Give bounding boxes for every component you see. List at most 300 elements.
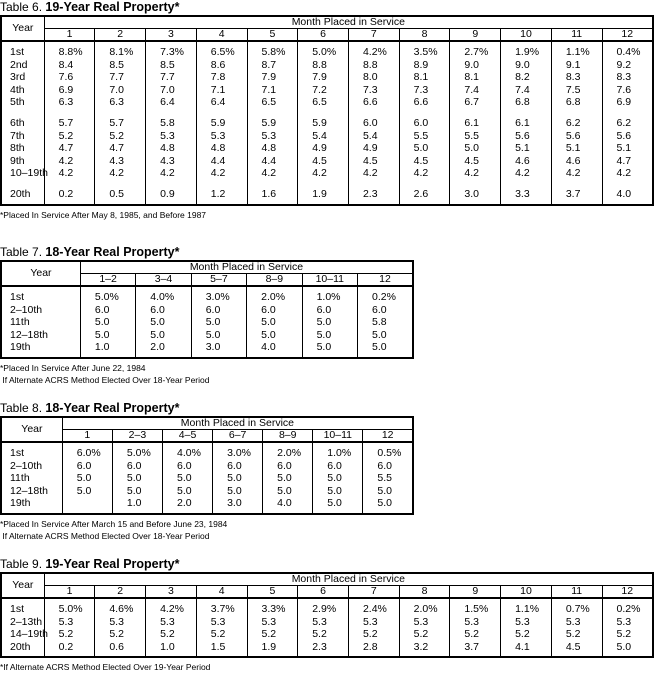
rate-cell: 6.2 [551, 117, 602, 130]
table-8-block [0, 401, 414, 542]
rate-cell: 6.5 [247, 96, 298, 109]
rate-cell: 4.5 [399, 155, 450, 168]
rate-cell: 5.2 [602, 628, 653, 641]
rate-cell: 3.0% [191, 286, 246, 304]
table-row [1, 598, 653, 616]
year-cell: 10–19th [10, 167, 48, 180]
month-column-header: 3 [146, 586, 197, 599]
rate-cell: 4.2 [146, 167, 197, 180]
rate-cell: 6.4 [196, 96, 247, 109]
rate-cell: 5.3 [450, 616, 501, 629]
rate-cell: 5.6 [602, 130, 653, 143]
rate-cell: 7.5 [551, 84, 602, 97]
month-column-header: 6–7 [213, 430, 263, 443]
rate-cell: 0.7% [551, 598, 602, 616]
rate-cell: 5.7 [44, 117, 95, 130]
table-row [1, 142, 653, 155]
rate-cell: 6.0 [112, 460, 162, 473]
rate-cell: 3.0 [191, 341, 246, 358]
rate-table [0, 15, 654, 206]
rate-cell: 5.5 [363, 472, 413, 485]
rate-cell: 5.3 [501, 616, 552, 629]
rate-cell: 4.7 [44, 142, 95, 155]
rate-cell: 4.2 [44, 155, 95, 168]
rate-cell: 4.6% [95, 598, 146, 616]
rate-cell: 6.0 [313, 460, 363, 473]
rate-cell: 5.0 [357, 329, 413, 342]
rate-cell: 6.8 [501, 96, 552, 109]
footnote: If Alternate ACRS Method Elected Over 18-Year Period [0, 374, 210, 385]
rate-cell: 3.0 [213, 497, 263, 514]
month-column-header: 1 [44, 586, 95, 599]
rate-cell: 0.2 [44, 641, 95, 658]
rate-cell: 1.0% [313, 442, 363, 460]
rate-cell: 5.4 [348, 130, 399, 143]
month-column-header: 9 [450, 29, 501, 42]
rate-cell: 6.3 [95, 96, 146, 109]
rate-cell: 5.0 [263, 472, 313, 485]
rate-cell: 2.0% [247, 286, 302, 304]
year-header: Year [1, 261, 80, 286]
month-placed-header: Month Placed in Service [44, 16, 653, 29]
rate-cell: 5.0 [112, 485, 162, 498]
rate-cell: 5.2 [95, 628, 146, 641]
month-column-header: 4–5 [162, 430, 212, 443]
rate-cell: 0.4% [602, 41, 653, 59]
table-row [1, 71, 653, 84]
table-row [1, 442, 413, 460]
rate-cell: 3.5% [399, 41, 450, 59]
rate-cell: 5.2 [298, 628, 349, 641]
year-cell: 12–18th [10, 484, 48, 497]
table-row [1, 628, 653, 641]
rate-cell: 1.0% [302, 286, 357, 304]
year-cell: 1st [10, 291, 25, 303]
table-heading: 19-Year Real Property* [45, 0, 180, 14]
footnote: *Placed In Service After June 22, 1984 [0, 362, 146, 373]
rate-cell: 7.9 [247, 71, 298, 84]
rate-cell: 3.7% [196, 598, 247, 616]
table-label: Table 7. [0, 245, 43, 259]
rate-cell: 5.0 [136, 316, 191, 329]
rate-cell: 4.0% [136, 286, 191, 304]
rate-cell: 7.7 [146, 71, 197, 84]
rate-cell: 4.2 [450, 167, 501, 180]
table-heading: 18-Year Real Property* [45, 245, 180, 259]
rate-cell: 5.0 [213, 485, 263, 498]
rate-cell: 5.0 [80, 316, 135, 329]
rate-cell: 6.0 [357, 304, 413, 317]
rate-cell: 1.5% [450, 598, 501, 616]
rate-cell: 2.6 [399, 188, 450, 205]
rate-cell: 1.9 [298, 188, 349, 205]
month-column-header: 12 [357, 274, 413, 287]
table-footnotes [0, 209, 654, 221]
rate-cell: 6.2 [602, 117, 653, 130]
row-spacer [1, 180, 653, 188]
rate-cell: 5.0 [302, 341, 357, 358]
month-column-header: 12 [363, 430, 413, 443]
month-column-header: 6 [298, 29, 349, 42]
rate-cell: 8.5 [95, 59, 146, 72]
rate-cell: 5.0 [213, 472, 263, 485]
table-7-block [0, 245, 414, 386]
rate-cell: 5.0 [313, 497, 363, 514]
year-cell: 9th [10, 154, 25, 167]
rate-cell: 8.8% [44, 41, 95, 59]
month-column-header: 8–9 [263, 430, 313, 443]
rate-cell: 2.0 [136, 341, 191, 358]
rate-cell: 2.0% [263, 442, 313, 460]
row-spacer [1, 109, 653, 117]
month-column-header: 5–7 [191, 274, 246, 287]
month-column-header: 9 [450, 586, 501, 599]
year-header: Year [1, 417, 62, 442]
footnote: *If Alternate ACRS Method Elected Over 19-Year Period [0, 662, 211, 673]
rate-cell: 7.3 [348, 84, 399, 97]
rate-cell: 0.2 [44, 188, 95, 205]
rate-cell: 4.5 [450, 155, 501, 168]
rate-cell: 4.1 [501, 641, 552, 658]
month-placed-header: Month Placed in Service [80, 261, 413, 274]
rate-cell: 9.0 [450, 59, 501, 72]
rate-cell: 6.0 [213, 460, 263, 473]
rate-cell: 5.1 [501, 142, 552, 155]
rate-cell: 6.0 [399, 117, 450, 130]
rate-cell: 7.2 [298, 84, 349, 97]
rate-cell: 2.3 [348, 188, 399, 205]
rate-cell: 4.4 [247, 155, 298, 168]
rate-cell: 4.8 [196, 142, 247, 155]
rate-cell: 5.0% [112, 442, 162, 460]
rate-cell: 4.6 [551, 155, 602, 168]
table-row [1, 485, 413, 498]
footnote: *Placed In Service After March 15 and Before June 23, 1984 [0, 518, 228, 529]
year-cell: 8th [10, 142, 25, 155]
rate-cell: 5.2 [551, 628, 602, 641]
rate-cell: 6.0 [363, 460, 413, 473]
rate-cell: 5.0 [247, 329, 302, 342]
rate-cell: 4.2 [95, 167, 146, 180]
rate-cell: 5.6 [501, 130, 552, 143]
month-column-header: 11 [551, 586, 602, 599]
rate-table [0, 260, 414, 359]
table-6-block [0, 0, 654, 221]
rate-cell: 6.0 [247, 304, 302, 317]
rate-cell: 5.0 [247, 316, 302, 329]
rate-cell: 0.2% [357, 286, 413, 304]
month-column-header: 10–11 [302, 274, 357, 287]
rate-cell: 8.0 [348, 71, 399, 84]
rate-cell: 6.8 [551, 96, 602, 109]
rate-cell: 2.4% [348, 598, 399, 616]
year-cell: 5th [10, 96, 25, 109]
table-row [1, 316, 413, 329]
year-cell: 1st [10, 46, 25, 58]
table-row [1, 96, 653, 109]
rate-table [0, 416, 414, 515]
rate-cell: 7.0 [95, 84, 146, 97]
year-cell: 6th [10, 116, 25, 129]
rate-cell: 9.2 [602, 59, 653, 72]
rate-cell: 4.2 [399, 167, 450, 180]
table-row [1, 84, 653, 97]
rate-cell: 6.0 [80, 304, 135, 317]
month-column-header: 1 [62, 430, 112, 443]
rate-cell: 5.3 [247, 130, 298, 143]
rate-cell: 4.7 [602, 155, 653, 168]
rate-cell: 5.0 [450, 142, 501, 155]
table-9-block [0, 557, 654, 673]
rate-cell: 5.9 [247, 117, 298, 130]
table-row [1, 616, 653, 629]
month-column-header: 8 [399, 29, 450, 42]
rate-cell: 3.3% [247, 598, 298, 616]
year-cell: 20th [10, 187, 31, 200]
rate-cell: 7.9 [298, 71, 349, 84]
rate-cell: 2.9% [298, 598, 349, 616]
rate-cell: 4.3 [95, 155, 146, 168]
month-column-header: 8–9 [247, 274, 302, 287]
rate-cell: 4.2% [146, 598, 197, 616]
rate-cell: 5.0 [136, 329, 191, 342]
table-heading: 18-Year Real Property* [45, 401, 180, 415]
month-column-header: 12 [602, 29, 653, 42]
rate-cell: 0.5% [363, 442, 413, 460]
rate-cell: 2.0% [399, 598, 450, 616]
rate-cell: 1.1% [501, 598, 552, 616]
month-column-header: 10 [501, 29, 552, 42]
year-cell: 2nd [10, 58, 28, 71]
year-cell: 3rd [10, 71, 26, 84]
rate-cell: 1.6 [247, 188, 298, 205]
rate-cell: 4.6 [501, 155, 552, 168]
rate-cell: 4.2 [551, 167, 602, 180]
month-column-header: 3–4 [136, 274, 191, 287]
rate-cell: 5.3 [602, 616, 653, 629]
table-row [1, 641, 653, 658]
rate-cell: 4.5 [298, 155, 349, 168]
year-cell: 12–18th [10, 328, 48, 341]
table-title [0, 401, 414, 415]
rate-cell: 6.0 [263, 460, 313, 473]
rate-cell: 3.3 [501, 188, 552, 205]
table-row [1, 59, 653, 72]
year-cell: 19th [10, 341, 31, 354]
rate-cell: 5.0 [357, 341, 413, 358]
table-footnotes [0, 661, 654, 673]
rate-cell: 5.2 [95, 130, 146, 143]
rate-cell: 0.2% [602, 598, 653, 616]
month-placed-header: Month Placed in Service [44, 573, 653, 586]
table-label: Table 8. [0, 401, 43, 415]
table-row [1, 341, 413, 358]
rate-cell: 5.2 [348, 628, 399, 641]
year-cell: 11th [10, 316, 30, 329]
table-row [1, 155, 653, 168]
rate-cell: 5.0 [191, 316, 246, 329]
rate-cell: 6.0 [348, 117, 399, 130]
rate-cell: 5.0 [162, 472, 212, 485]
rate-cell: 4.8 [146, 142, 197, 155]
year-cell: 2–10th [10, 459, 43, 472]
rate-cell: 5.2 [450, 628, 501, 641]
rate-cell: 5.2 [399, 628, 450, 641]
rate-cell: 2.3 [298, 641, 349, 658]
rate-cell: 5.0 [313, 472, 363, 485]
rate-cell: 7.7 [95, 71, 146, 84]
rate-cell: 5.8% [247, 41, 298, 59]
month-column-header: 11 [551, 29, 602, 42]
rate-cell: 5.3 [44, 616, 95, 629]
rate-cell: 4.5 [348, 155, 399, 168]
rate-cell: 6.4 [146, 96, 197, 109]
year-header: Year [1, 16, 44, 41]
rate-cell: 4.9 [348, 142, 399, 155]
rate-cell: 6.6 [348, 96, 399, 109]
rate-cell: 7.6 [44, 71, 95, 84]
rate-cell: 6.6 [399, 96, 450, 109]
year-cell: 1st [10, 447, 25, 459]
rate-cell: 7.1 [196, 84, 247, 97]
rate-cell: 0.5 [95, 188, 146, 205]
rate-cell: 8.6 [196, 59, 247, 72]
rate-cell: 1.5 [196, 641, 247, 658]
rate-cell: 3.0 [450, 188, 501, 205]
rate-cell: 5.0 [302, 316, 357, 329]
rate-cell: 5.7 [95, 117, 146, 130]
rate-cell: 5.1 [602, 142, 653, 155]
table-footnotes [0, 518, 414, 542]
rate-cell: 2.8 [348, 641, 399, 658]
month-column-header: 7 [348, 29, 399, 42]
rate-cell: 8.7 [247, 59, 298, 72]
table-row [1, 329, 413, 342]
rate-cell: 5.0% [298, 41, 349, 59]
rate-cell: 5.0 [112, 472, 162, 485]
rate-cell: 5.2 [146, 628, 197, 641]
rate-cell: 7.3% [146, 41, 197, 59]
rate-cell: 6.0 [302, 304, 357, 317]
table-title [0, 0, 654, 14]
rate-cell: 8.3 [602, 71, 653, 84]
rate-cell: 2.0 [162, 497, 212, 514]
rate-cell: 5.3 [298, 616, 349, 629]
rate-cell: 5.3 [247, 616, 298, 629]
rate-cell: 5.2 [44, 628, 95, 641]
month-column-header: 12 [602, 586, 653, 599]
rate-cell: 5.0% [44, 598, 95, 616]
table-row [1, 460, 413, 473]
month-column-header: 3 [146, 29, 197, 42]
month-column-header: 4 [196, 29, 247, 42]
rate-cell: 4.0 [263, 497, 313, 514]
rate-cell: 5.9 [298, 117, 349, 130]
year-cell: 14–19th [10, 628, 48, 641]
rate-cell: 1.0 [112, 497, 162, 514]
rate-cell: 4.2 [298, 167, 349, 180]
rate-cell: 5.3 [399, 616, 450, 629]
rate-cell: 4.9 [298, 142, 349, 155]
rate-cell: 5.3 [348, 616, 399, 629]
rate-cell: 6.9 [44, 84, 95, 97]
rate-cell: 5.0 [363, 485, 413, 498]
rate-cell: 4.0 [602, 188, 653, 205]
table-label: Table 6. [0, 0, 43, 14]
rate-cell: 6.9 [602, 96, 653, 109]
month-placed-header: Month Placed in Service [62, 417, 413, 430]
rate-cell: 4.8 [247, 142, 298, 155]
rate-cell: 1.9 [247, 641, 298, 658]
rate-cell: 9.0 [501, 59, 552, 72]
table-row [1, 286, 413, 304]
footnote: *Placed In Service After May 8, 1985, and Before 1987 [0, 209, 207, 220]
month-column-header: 8 [399, 586, 450, 599]
rate-cell: 2.7% [450, 41, 501, 59]
rate-cell: 4.2 [348, 167, 399, 180]
month-column-header: 10–11 [313, 430, 363, 443]
month-column-header: 2–3 [112, 430, 162, 443]
rate-cell: 8.4 [44, 59, 95, 72]
month-column-header: 2 [95, 586, 146, 599]
rate-cell: 6.5% [196, 41, 247, 59]
table-label: Table 9. [0, 557, 43, 571]
rate-cell: 6.0 [136, 304, 191, 317]
footnote: If Alternate ACRS Method Elected Over 18-Year Period [0, 530, 210, 541]
rate-cell: 6.0 [62, 460, 112, 473]
rate-cell: 1.9% [501, 41, 552, 59]
rate-cell: 3.0% [213, 442, 263, 460]
rate-cell: 8.8 [298, 59, 349, 72]
rate-cell: 5.2 [196, 628, 247, 641]
rate-cell: 5.2 [501, 628, 552, 641]
rate-cell: 5.3 [196, 616, 247, 629]
table-footnotes [0, 362, 414, 386]
rate-cell: 5.0 [162, 485, 212, 498]
table-row [1, 472, 413, 485]
rate-cell: 5.0 [313, 485, 363, 498]
rate-cell: 5.0 [62, 472, 112, 485]
rate-cell: 6.7 [450, 96, 501, 109]
rate-cell: 5.0 [62, 485, 112, 498]
rate-cell: 8.9 [399, 59, 450, 72]
month-column-header: 10 [501, 586, 552, 599]
rate-cell: 5.1 [551, 142, 602, 155]
month-column-header: 1 [44, 29, 95, 42]
rate-cell: 5.0 [80, 329, 135, 342]
rate-cell: 8.8 [348, 59, 399, 72]
month-column-header: 4 [196, 586, 247, 599]
rate-cell: 7.8 [196, 71, 247, 84]
rate-cell: 8.3 [551, 71, 602, 84]
year-cell: 7th [10, 129, 25, 142]
year-cell: 19th [10, 497, 31, 510]
rate-cell: 5.0 [602, 641, 653, 658]
rate-cell: 5.2 [44, 130, 95, 143]
month-column-header: 5 [247, 586, 298, 599]
rate-cell: 4.3 [146, 155, 197, 168]
rate-cell: 4.2 [602, 167, 653, 180]
rate-cell: 1.1% [551, 41, 602, 59]
rate-cell: 5.0 [263, 485, 313, 498]
month-column-header: 6 [298, 586, 349, 599]
rate-cell: 7.4 [501, 84, 552, 97]
rate-cell: 5.2 [247, 628, 298, 641]
rate-cell: 4.2% [348, 41, 399, 59]
rate-cell: 5.3 [196, 130, 247, 143]
rate-cell: 8.1% [95, 41, 146, 59]
rate-cell: 5.3 [95, 616, 146, 629]
